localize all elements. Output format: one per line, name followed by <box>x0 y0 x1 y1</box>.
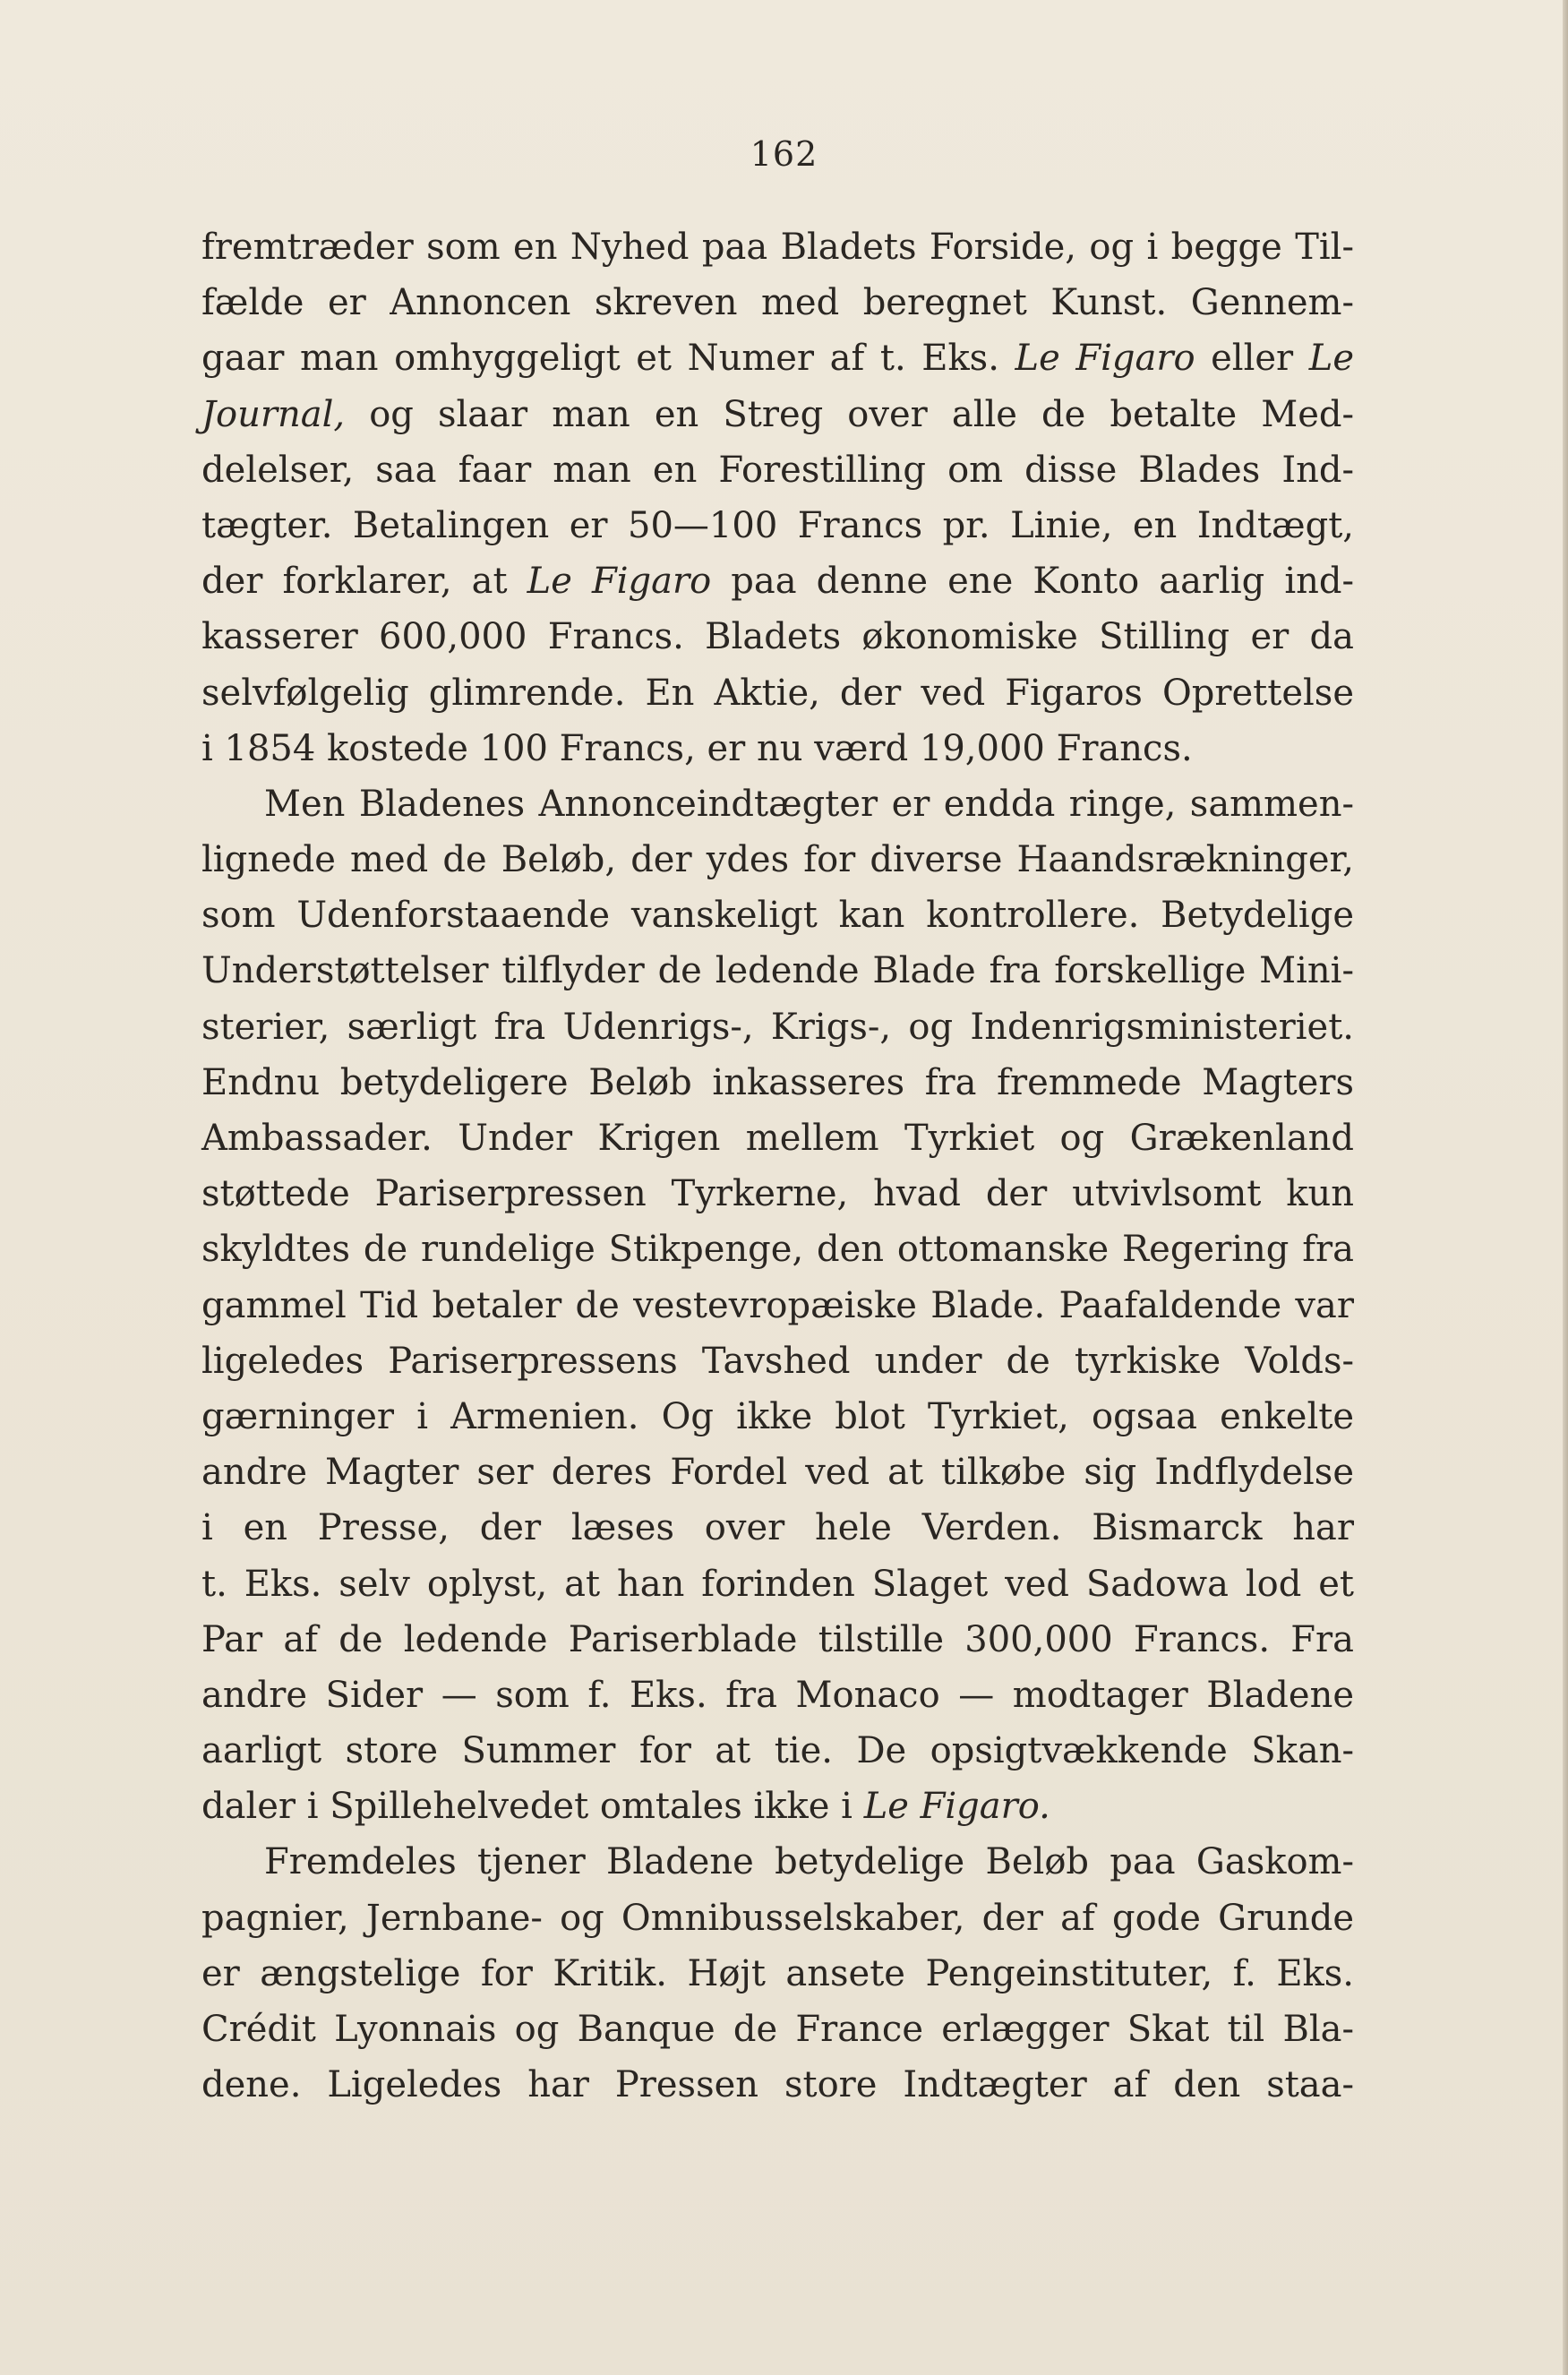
text-line: som Udenforstaaende vanskeligt kan kontrollere. Betydelige <box>201 895 1354 937</box>
italic-title: Le Figaro <box>1015 338 1195 380</box>
text-line: dene. Ligeledes har Pressen store Indtægter af den staa- <box>201 2064 1354 2106</box>
text-line: andre Sider — som f. Eks. fra Monaco — modtager Bladene <box>201 1674 1354 1716</box>
text-line: aarligt store Summer for at tie. De opsigtvækkende Skan- <box>201 1730 1354 1772</box>
text-line <box>201 330 1354 386</box>
text-line: tægter. Betalingen er 50—100 Francs pr. Linie, en Indtægt, <box>201 504 1354 546</box>
text-line: fremtræder som en Nyhed paa Bladets Forside, og i begge Til- <box>201 227 1354 268</box>
text-line: støttede Pariserpressen Tyrkerne, hvad der utvivlsomt kun <box>201 1173 1354 1215</box>
italic-title: Journal, <box>201 393 346 435</box>
page-number: 162 <box>750 134 818 174</box>
text-line: i 1854 kostede 100 Francs, er nu værd 19,000 Francs. <box>201 727 1193 769</box>
text-segment: og slaar man en Streg over alle de betalte Med- <box>345 393 1354 435</box>
text-segment: gaar man omhyggeligt et Numer af t. Eks. <box>201 338 1015 380</box>
text-line: andre Magter ser deres Fordel ved at tilkøbe sig Indflydelse <box>201 1452 1354 1494</box>
text-segment: fælde er Annoncen skreven med beregnet Kunst. Gennem- <box>201 282 1354 324</box>
text-line: Endnu betydeligere Beløb inkasseres fra fremmede Magters <box>201 1061 1354 1103</box>
text-line: Fremdeles tjener Bladene betydelige Beløb paa Gaskom- <box>264 1841 1354 1883</box>
text-line: Par af de ledende Pariserblade tilstille 300,000 Francs. Fra <box>201 1618 1354 1660</box>
text-line: skyldtes de rundelige Stikpenge, den ottomanske Regering fra <box>201 1229 1354 1271</box>
text-line: lignede med de Beløb, der ydes for diverse Haandsrækninger, <box>201 839 1354 881</box>
text-line <box>201 275 1354 330</box>
text-line: kasserer 600,000 Francs. Bladets økonomiske Stilling er da <box>201 616 1354 658</box>
italic-title: Le Figaro. <box>863 1786 1050 1828</box>
text-line: t. Eks. selv oplyst, at han forinden Slaget ved Sadowa lod et <box>201 1563 1354 1605</box>
text-line: Ambassader. Under Krigen mellem Tyrkiet og Grækenland <box>201 1118 1354 1159</box>
text-line <box>201 553 1354 609</box>
text-line: Crédit Lyonnais og Banque de France erlægger Skat til Bla- <box>201 2009 1354 2050</box>
text-segment: daler i Spillehelvedet omtales ikke i <box>201 1786 864 1828</box>
text-line: selvfølgelig glimrende. En Aktie, der ved Figaros Oprettelse <box>201 672 1354 714</box>
text-line: gammel Tid betaler de vestevropæiske Blade. Paafaldende var <box>201 1284 1354 1326</box>
italic-title: Le <box>1308 338 1355 380</box>
body-text <box>201 219 1354 2113</box>
text-line: pagnier, Jernbane- og Omnibusselskaber, der af gode Grunde <box>201 1897 1354 1939</box>
italic-title: Le Figaro <box>527 561 712 603</box>
text-segment: der forklarer, at <box>201 561 527 603</box>
text-line <box>201 387 1354 442</box>
text-line: i en Presse, der læses over hele Verden. Bismarck har <box>201 1507 1354 1549</box>
text-line: Men Bladenes Annonceindtægter er endda ringe, sammen- <box>264 783 1354 825</box>
text-line: er ængstelige for Kritik. Højt ansete Pengeinstituter, f. Eks. <box>201 1952 1354 1994</box>
text-line: sterier, særligt fra Udenrigs-, Krigs-, og Indenrigsministeriet. <box>201 1006 1354 1048</box>
text-segment: eller <box>1195 338 1309 380</box>
text-line: ligeledes Pariserpressens Tavshed under de tyrkiske Volds- <box>201 1340 1354 1382</box>
page-edge <box>1563 0 1568 2375</box>
text-segment: paa denne ene Konto aarlig ind- <box>711 561 1354 603</box>
text-line <box>201 1779 1354 1834</box>
text-line: delelser, saa faar man en Forestilling om disse Blades Ind- <box>201 449 1354 491</box>
text-line: gærninger i Armenien. Og ikke blot Tyrkiet, ogsaa enkelte <box>201 1395 1354 1437</box>
text-line: Understøttelser tilflyder de ledende Blade fra forskellige Mini- <box>201 950 1354 992</box>
